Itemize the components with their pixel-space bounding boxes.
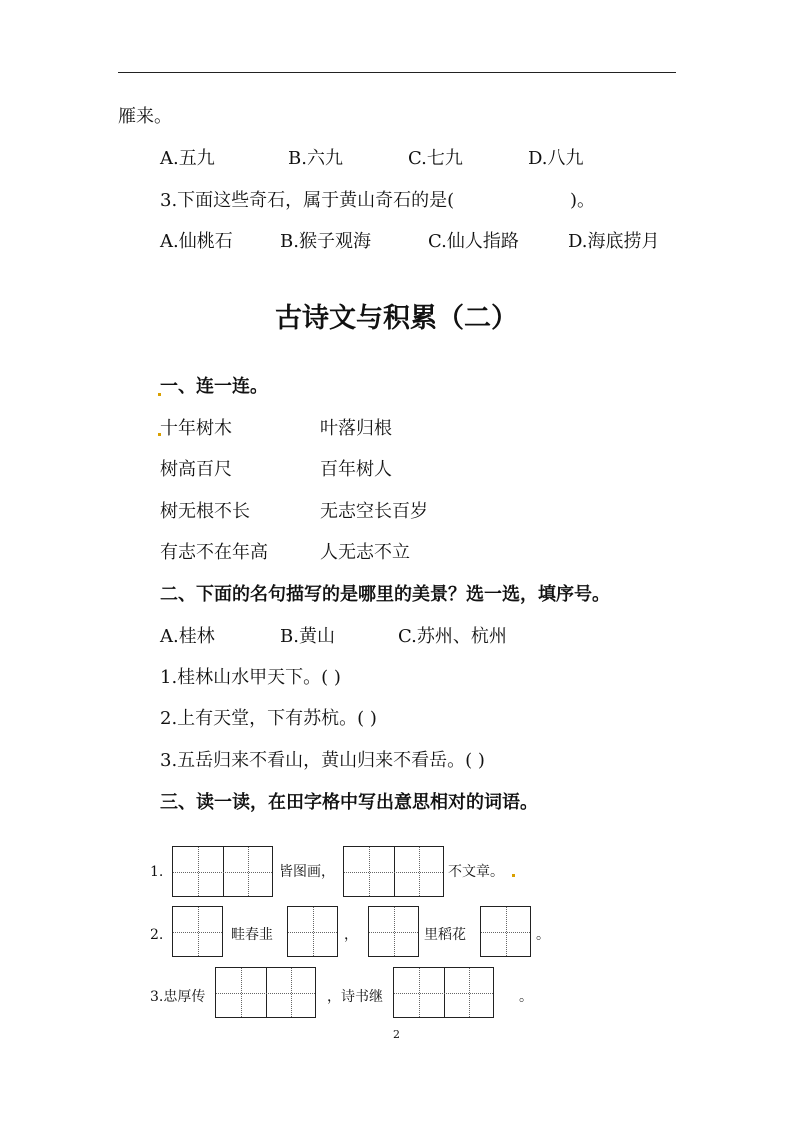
match-left-1: 十年树木	[160, 418, 232, 439]
q3-paren-close: )。	[570, 190, 596, 211]
match-right-2: 百年树人	[320, 459, 392, 480]
match-right-3: 无志空长百岁	[320, 501, 428, 522]
carryover-text: 雁来。	[118, 106, 172, 127]
header-rule	[118, 72, 676, 73]
row2-number: 2.	[150, 927, 164, 943]
match-left-2: 树高百尺	[160, 459, 232, 480]
match-left-4: 有志不在年高	[160, 542, 268, 563]
row2-text-a: 畦春韭	[231, 927, 273, 943]
q3-option-a: A.仙桃石	[160, 231, 233, 252]
tianzige-pair-4[interactable]	[393, 967, 494, 1018]
row1-middle-text: 皆图画，	[279, 864, 335, 880]
row3-middle-text: ，诗书继	[327, 989, 383, 1005]
q3-option-d: D.海底捞月	[568, 231, 660, 252]
match-right-4: 人无志不立	[320, 542, 410, 563]
part2-option-c: C.苏州、杭州	[398, 626, 507, 647]
tianzige-single-4[interactable]	[480, 906, 531, 957]
tianzige-single-3[interactable]	[368, 906, 419, 957]
tianzige-pair-3[interactable]	[215, 967, 316, 1018]
tianzige-single-1[interactable]	[172, 906, 223, 957]
tianzige-pair-2[interactable]	[343, 846, 444, 897]
q3-option-c: C.仙人指路	[428, 231, 519, 252]
part2-item-3: 3.五岳归来不看山，黄山归来不看岳。( )	[160, 750, 485, 771]
part2-item-1: 1.桂林山水甲天下。( )	[160, 667, 341, 688]
q3-option-b: B.猴子观海	[280, 231, 371, 252]
q2-option-a: A.五九	[160, 148, 215, 169]
row1-number: 1.	[150, 864, 164, 880]
tianzige-single-2[interactable]	[287, 906, 338, 957]
row2-comma: ，	[344, 927, 358, 943]
edit-mark	[512, 874, 515, 877]
part2-item-2: 2.上有天堂，下有苏杭。( )	[160, 708, 377, 729]
row1-end-text: 不文章。	[448, 864, 504, 880]
part2-heading: 二、下面的名句描写的是哪里的美景？选一选，填序号。	[160, 584, 610, 605]
match-left-3: 树无根不长	[160, 501, 250, 522]
q3-question: 3.下面这些奇石，属于黄山奇石的是(	[160, 190, 455, 211]
q2-option-b: B.六九	[288, 148, 343, 169]
page-number: 2	[393, 1028, 400, 1041]
row3-end: 。	[519, 989, 533, 1005]
section-title: 古诗文与积累（二）	[275, 303, 518, 334]
part2-option-b: B.黄山	[280, 626, 335, 647]
q2-option-c: C.七九	[408, 148, 463, 169]
row2-end: 。	[536, 927, 550, 943]
row3-start-text: 3.忠厚传	[150, 989, 206, 1005]
match-right-1: 叶落归根	[320, 418, 392, 439]
part3-heading: 三、读一读，在田字格中写出意思相对的词语。	[160, 792, 538, 813]
part1-heading: 一、连一连。	[160, 376, 268, 397]
q2-option-d: D.八九	[528, 148, 584, 169]
row2-text-b: 里稻花	[424, 927, 466, 943]
part2-option-a: A.桂林	[160, 626, 215, 647]
tianzige-pair-1[interactable]	[172, 846, 273, 897]
